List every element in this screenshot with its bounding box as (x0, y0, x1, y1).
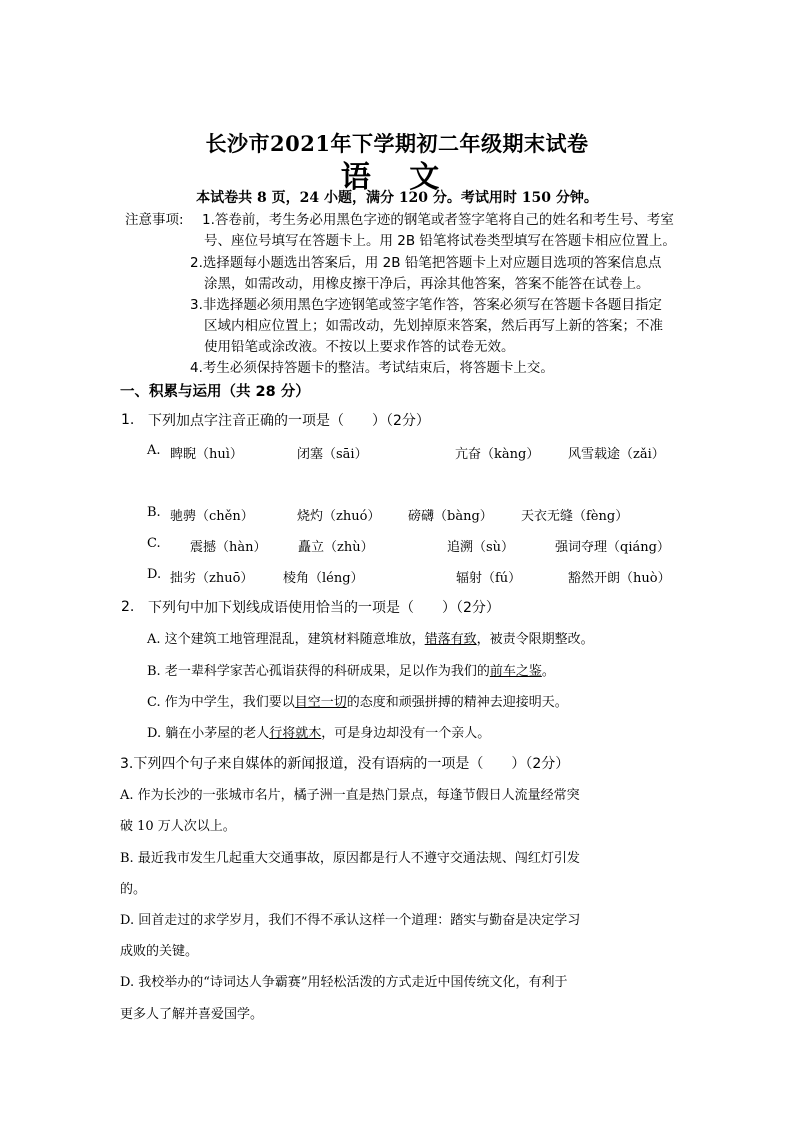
q2-option-b-text: B. 老一辈科学家苦心孤诣获得的科研成果，足以作为我们的 (147, 664, 490, 679)
notice-item-2-line-2: 涂黑，如需改动，用橡皮擦干净后，再涂其他答案，答案不能答在试卷上。 (204, 276, 650, 292)
question-2-number: 2. (121, 599, 135, 615)
q3-option-b-line-1: B. 最近我市发生几起重大交通事故，原因都是行人不遵守交通法规、闯红灯引发 (120, 851, 580, 866)
exam-title: 长沙市2021年下学期初二年级期末试卷 (205, 131, 589, 156)
q2-option-a-tail: ，被责令限期整改。 (476, 632, 594, 647)
q1-option-b-word-3: 磅礴（bàng） (408, 509, 493, 524)
notice-item-2-line-1: 2.选择题每小题选出答案后，用 2B 铅笔把答题卡上对应题目选项的答案信息点 (190, 255, 662, 271)
question-1-text: 下列加点字注音正确的一项是（ ）（2分） (148, 413, 430, 429)
q3-option-c-line-2: 成败的关键。 (120, 944, 199, 959)
q1-option-a-word-4: 风雪载途（zǎi） (568, 447, 665, 462)
notice-item-3-line-2: 区域内相应位置上；如需改动，先划掉原来答案，然后再写上新的答案；不准 (204, 318, 663, 334)
q1-option-d-word-4: 豁然开朗（huò） (568, 571, 671, 586)
q3-option-d-line-1: D. 我校举办的“诗词达人争霸赛”用轻松活泼的方式走近中国传统文化，有利于 (120, 975, 568, 990)
q1-option-c-label: C. (147, 536, 161, 551)
q2-option-b-tail: 。 (541, 664, 555, 679)
q1-option-b-label: B. (147, 505, 161, 520)
q1-option-d-word-1: 拙劣（zhuō） (170, 571, 254, 586)
q2-option-c-idiom: 目空一切 (294, 695, 347, 710)
q1-option-d-word-3: 辐射（fú） (456, 571, 522, 586)
q2-option-c-tail: 的态度和顽强拼搏的精神去迎接明天。 (346, 695, 568, 710)
q3-option-d-line-2: 更多人了解并喜爱国学。 (120, 1007, 264, 1022)
q2-option-d-text: D. 躺在小茅屋的老人 (147, 726, 270, 741)
q1-option-a-label: A. (147, 443, 161, 458)
q2-option-d-idiom: 行将就木 (269, 726, 322, 741)
exam-info: 本试卷共 8 页，24 小题，满分 120 分。考试用时 150 分钟。 (196, 190, 598, 206)
q2-option-b (147, 660, 555, 679)
q1-option-d-word-2: 棱角（léng） (283, 571, 364, 586)
notice-item-1-line-2: 号、座位号填写在答题卡上。用 2B 铅笔将试卷类型填写在答题卡相应位置上。 (204, 233, 676, 249)
question-3-text: 3.下列四个句子来自媒体的新闻报道，没有语病的一项是（ ）（2分） (120, 756, 570, 772)
notice-item-1-line-1: 1.答卷前，考生务必用黑色字迹的钢笔或者签字笔将自己的姓名和考生号、考室 (202, 212, 674, 228)
q2-option-d (147, 722, 490, 741)
subject-title: 语 文 (340, 160, 454, 195)
q1-option-b-word-2: 烧灼（zhuó） (297, 509, 381, 524)
q2-option-d-tail: ，可是身边却没有一个亲人。 (321, 726, 491, 741)
question-1-number: 1. (121, 412, 135, 428)
q1-option-a-word-2: 闭塞（sāi） (297, 447, 368, 462)
q2-option-b-idiom: 前车之鉴 (489, 664, 542, 679)
q2-option-a-text: A. 这个建筑工地管理混乱，建筑材料随意堆放， (147, 632, 425, 647)
q1-option-c-word-1: 震撼（hàn） (190, 540, 267, 555)
question-2-text: 下列句中加下划线成语使用恰当的一项是（ ）（2分） (148, 600, 500, 616)
q1-option-b-word-4: 天衣无缝（fèng） (521, 509, 629, 524)
q3-option-b-line-2: 的。 (120, 882, 147, 897)
q3-option-a-line-1: A. 作为长沙的一张城市名片，橘子洲一直是热门景点，每逢节假日人流量经常突 (120, 788, 580, 803)
q2-option-c-text: C. 作为中学生，我们要以 (147, 695, 295, 710)
q1-option-b-word-1: 驰骋（chěn） (170, 509, 254, 524)
section-heading-1: 一、积累与运用（共 28 分） (120, 384, 310, 400)
q1-option-a-word-1: 睥睨（huì） (170, 447, 243, 462)
q1-option-d-label: D. (147, 567, 162, 582)
notice-item-4: 4.考生必须保持答题卡的整洁。考试结束后，将答题卡上交。 (190, 360, 554, 376)
q1-option-c-word-4: 强词夺理（qiáng） (555, 540, 670, 555)
q1-option-a-word-3: 亢奋（kàng） (455, 447, 540, 462)
notice-item-3-line-3: 使用铅笔或涂改液。不按以上要求作答的试卷无效。 (204, 339, 515, 355)
q1-option-c-word-2: 矗立（zhù） (298, 540, 374, 555)
q2-option-a-idiom: 错落有致 (424, 632, 477, 647)
notice-item-3-line-1: 3.非选择题必须用黑色字迹钢笔或签字笔作答，答案必须写在答题卡各题目指定 (190, 297, 662, 313)
q3-option-c-line-1: D. 回首走过的求学岁月，我们不得不承认这样一个道理：踏实与勤奋是决定学习 (120, 913, 581, 928)
notice-label: 注意事项: (125, 212, 184, 228)
q2-option-c (147, 691, 568, 710)
q3-option-a-line-2: 破 10 万人次以上。 (120, 819, 236, 834)
q1-option-c-word-3: 追溯（sù） (447, 540, 515, 555)
q2-option-a (147, 628, 594, 647)
